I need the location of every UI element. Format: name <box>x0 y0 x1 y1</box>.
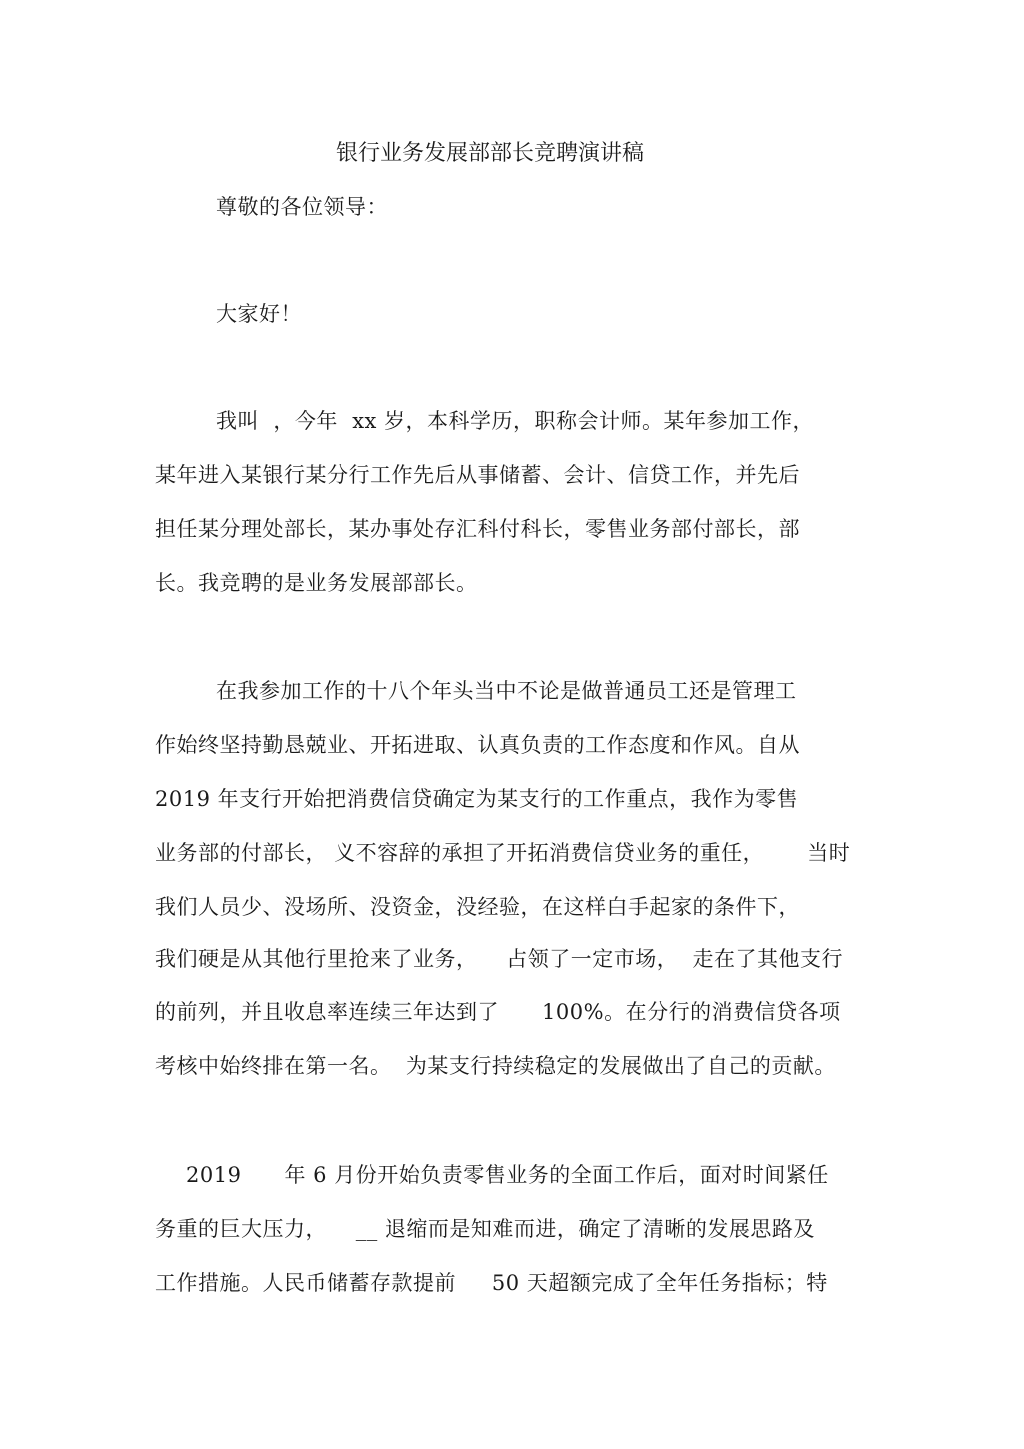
salutation: 尊敬的各位领导： <box>216 195 388 219</box>
paragraph-line: 我叫 ，今年 xx 岁，本科学历，职称会计师。某年参加工作， <box>216 409 815 433</box>
paragraph-line: 某年进入某银行某分行工作先后从事储蓄、会计、信贷工作，并先后 <box>155 463 800 487</box>
greeting: 大家好！ <box>216 302 302 326</box>
paragraph-line: 工作措施。人民币储蓄存款提前 50 天超额完成了全年任务指标；特 <box>155 1271 828 1295</box>
paragraph-line: 我们人员少、没场所、没资金，没经验，在这样白手起家的条件下， <box>155 895 800 919</box>
document-title: 银行业务发展部部长竞聘演讲稿 <box>335 141 644 166</box>
paragraph-line: 长。我竞聘的是业务发展部部长。 <box>155 571 478 595</box>
paragraph-line: 的前列，并且收息率连续三年达到了 100%。在分行的消费信贷各项 <box>155 1000 841 1024</box>
paragraph-line: 担任某分理处部长，某办事处存汇科付科长，零售业务部付部长，部 <box>155 517 800 541</box>
paragraph-line: 考核中始终排在第一名。 为某支行持续稳定的发展做出了自己的贡献。 <box>155 1054 836 1078</box>
paragraph-line: 业务部的付部长， 义不容辞的承担了开拓消费信贷业务的重任， 当时 <box>155 841 851 865</box>
paragraph-line: 2019 年 6 月份开始负责零售业务的全面工作后，面对时间紧任 <box>186 1163 829 1187</box>
paragraph-line: 作始终坚持勤恳兢业、开拓进取、认真负责的工作态度和作风。自从 <box>155 733 800 757</box>
paragraph-line: 务重的巨大压力， __ 退缩而是知难而进，确定了清晰的发展思路及 <box>155 1217 815 1241</box>
paragraph-line: 我们硬是从其他行里抢来了业务， 占领了一定市场， 走在了其他支行 <box>155 947 844 971</box>
paragraph-line: 在我参加工作的十八个年头当中不论是做普通员工还是管理工 <box>216 679 797 703</box>
paragraph-line: 2019 年支行开始把消费信贷确定为某支行的工作重点，我作为零售 <box>155 787 799 811</box>
